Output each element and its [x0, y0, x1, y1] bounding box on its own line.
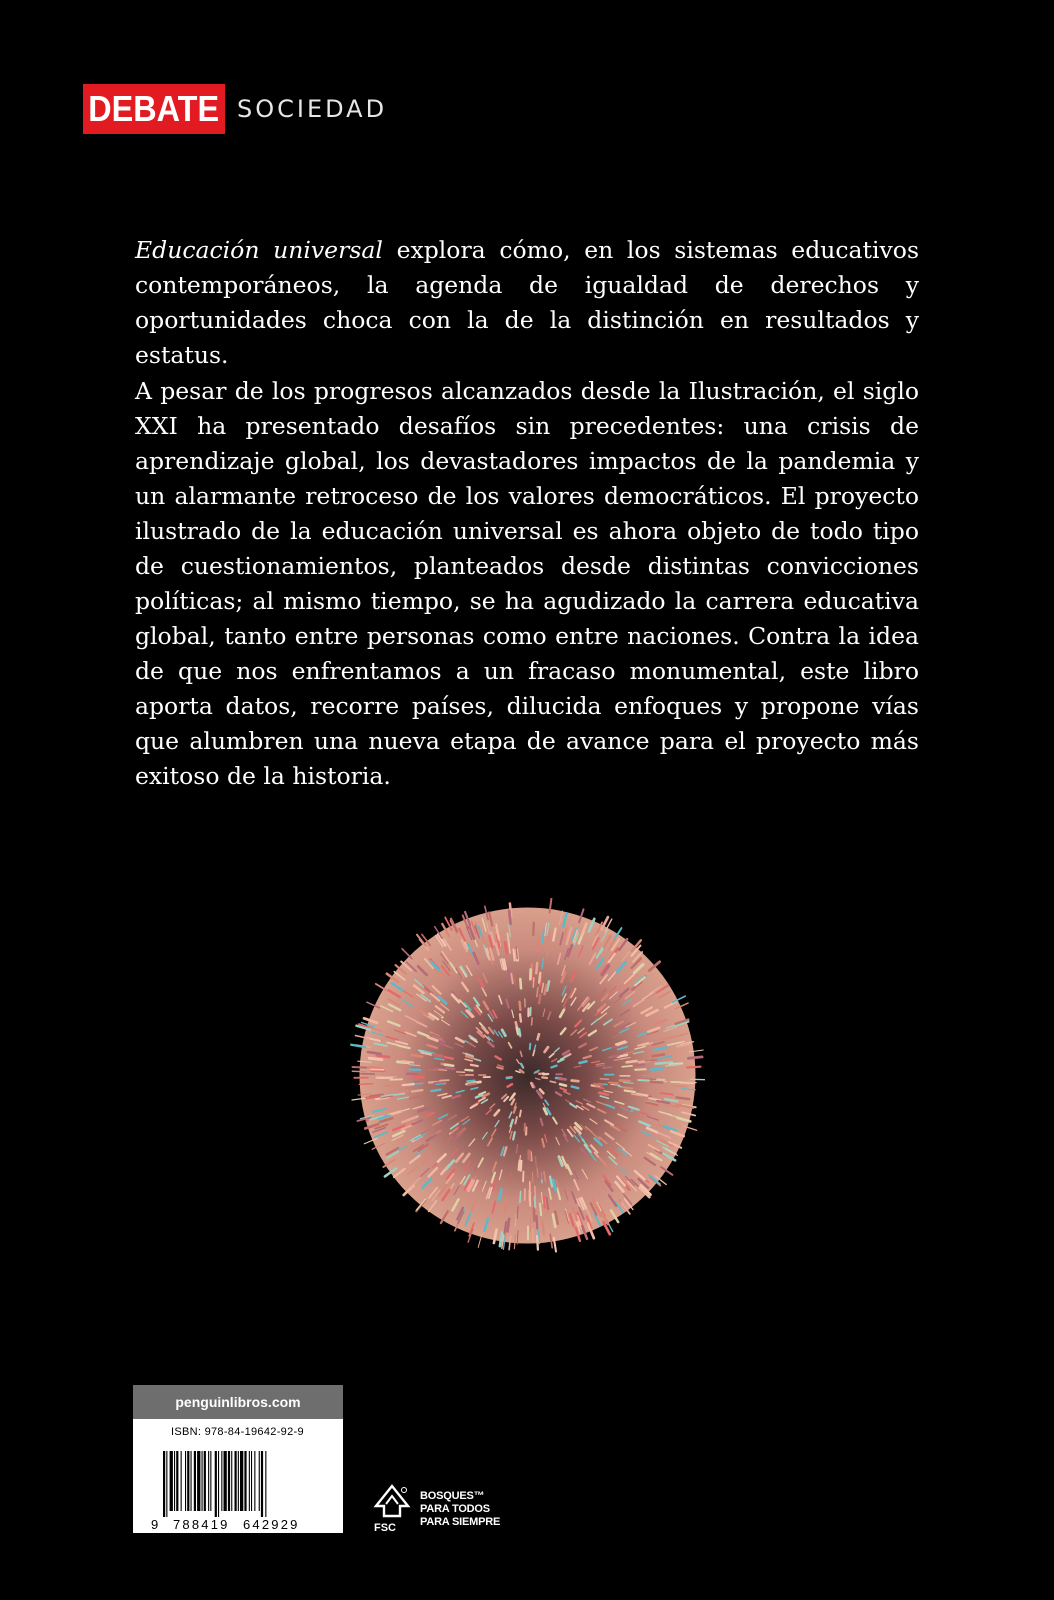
pencil-spike: [625, 1091, 635, 1093]
barcode-bar: [218, 1451, 219, 1517]
barcode-bar: [194, 1451, 196, 1511]
pencil-spike: [507, 1219, 509, 1232]
pencil-spike: [609, 1082, 618, 1083]
pencil-spike: [397, 1091, 408, 1093]
barcode-bar: [204, 1451, 206, 1511]
barcode-bar: [265, 1451, 266, 1517]
barcode-bar: [163, 1451, 165, 1517]
barcode-bar: [176, 1451, 178, 1511]
pencil-spike: [539, 1230, 540, 1243]
barcode-bar: [215, 1451, 217, 1517]
pencil-spike: [434, 1068, 443, 1069]
pencil-spike: [359, 1084, 372, 1085]
pencil-spike: [440, 1080, 449, 1081]
pencil-spike: [369, 1067, 382, 1068]
barcode-bar: [202, 1451, 203, 1511]
pencil-spike: [446, 1068, 454, 1069]
pencil-spike: [539, 973, 540, 983]
pencil-spike: [469, 1084, 476, 1085]
barcode-digits-right: 642929: [243, 1517, 300, 1532]
pencil-spike: [465, 1070, 472, 1071]
pencil-spike: [670, 1063, 683, 1064]
pencil-spike: [514, 950, 515, 961]
pencil-spike: [572, 1081, 579, 1082]
pencil-spike: [415, 1081, 425, 1082]
pencil-spike: [635, 1069, 646, 1070]
blurb-paragraph-1: [135, 233, 919, 373]
pencil-spike: [542, 1077, 547, 1078]
fsc-slogan: [420, 1490, 500, 1529]
barcode-bar: [166, 1451, 167, 1517]
barcode-bar: [238, 1451, 239, 1511]
pencil-spike: [412, 1090, 422, 1092]
pencil-spike: [467, 1081, 474, 1082]
publisher-website: penguinlibros.com: [133, 1385, 343, 1419]
barcode-bar: [181, 1451, 182, 1511]
pencil-spike: [620, 1080, 630, 1081]
pencil-spike: [534, 1209, 535, 1221]
fsc-mark: [370, 1482, 530, 1534]
pencil-spike: [520, 979, 521, 988]
pencil-sphere-illustration: [350, 898, 705, 1253]
pencil-spike: [520, 1002, 521, 1010]
barcode-bar: [231, 1451, 232, 1511]
pencil-spike: [519, 1160, 520, 1169]
blurb-paragraph-1-text: explora cómo, en los sistemas educativos contemporáneos, la agenda de igualdad de derechos y oportunidades choca con la de la distinción en resultados y estatus.: [135, 236, 919, 369]
barcode-bar: [254, 1451, 255, 1511]
pencil-spike: [651, 1082, 663, 1083]
pencil-spike: [688, 1057, 702, 1058]
barcode-bar: [208, 1451, 209, 1511]
collection-name: SOCIEDAD: [237, 95, 388, 123]
pencil-spike: [536, 963, 537, 973]
pencil-spike: [543, 1222, 544, 1235]
barcode-bar: [244, 1451, 246, 1511]
pencil-spike: [623, 1087, 633, 1088]
book-title-inline: Educación universal: [135, 236, 383, 264]
pencil-spike: [539, 995, 540, 1003]
barcode-bar: [174, 1451, 175, 1511]
pencil-spike: [656, 1063, 668, 1064]
pencil-spike: [520, 1111, 521, 1117]
barcode-bar: [251, 1451, 252, 1511]
barcode-bar: [187, 1451, 189, 1511]
pencil-spike: [666, 1065, 678, 1066]
barcode-bar: [240, 1451, 243, 1511]
pencil-spike: [509, 911, 510, 924]
sphere-graphic: [350, 898, 705, 1253]
pencil-spike: [403, 1084, 414, 1085]
barcode-bar: [185, 1451, 186, 1511]
barcode-digits-left: 788419: [173, 1517, 230, 1532]
pencil-spike: [505, 942, 507, 953]
barcode-bar: [228, 1451, 230, 1511]
pencil-spike: [369, 1058, 382, 1059]
isbn-label: ISBN: 978-84-19642-92-9: [171, 1426, 304, 1438]
pencil-spike: [520, 1014, 521, 1021]
pencil-spike: [497, 1067, 502, 1069]
fsc-slogan-line-2: PARA TODOS: [420, 1503, 490, 1515]
barcode-bar: [221, 1451, 222, 1511]
fsc-slogan-line-1: BOSQUES™: [420, 1490, 485, 1502]
pencil-spike: [538, 940, 539, 952]
pencil-spike: [532, 1172, 533, 1182]
pencil-spike: [687, 1067, 701, 1068]
barcode-bar: [259, 1451, 260, 1511]
pencil-spike: [537, 1216, 538, 1229]
barcode-bar: [224, 1451, 227, 1511]
barcode-bar: [261, 1451, 263, 1517]
pencil-spike: [580, 1061, 587, 1063]
publisher-logo: [83, 84, 387, 134]
pencil-spike: [353, 1067, 367, 1068]
barcode-bar: [210, 1451, 211, 1511]
debate-logo-box: [83, 84, 225, 134]
pencil-spike: [540, 1204, 541, 1216]
pencil-spike: [393, 1083, 405, 1084]
pencil-spike: [417, 935, 426, 946]
pencil-spike: [530, 1044, 531, 1050]
pencil-spike: [402, 1061, 413, 1062]
pencil-spike: [520, 1191, 521, 1202]
pencil-spike: [533, 1195, 534, 1206]
pencil-spike: [471, 1065, 478, 1066]
pencil-spike: [428, 1069, 437, 1070]
pencil-spike: [402, 949, 412, 959]
pencil-spike: [445, 1065, 454, 1066]
pencil-spike: [537, 988, 538, 997]
barcode-digit-first: 9: [151, 1517, 159, 1532]
pencil-spike: [537, 1236, 538, 1250]
pencil-spike: [507, 1078, 512, 1079]
pencil-spike: [572, 1087, 579, 1089]
barcode-bar: [170, 1451, 173, 1511]
barcode-bar: [235, 1451, 237, 1511]
pencil-spike: [624, 1083, 634, 1084]
pencil-spike: [517, 1207, 518, 1219]
pencil-spike: [438, 1070, 447, 1071]
pencil-spike: [533, 978, 534, 987]
pencil-spike: [535, 1157, 536, 1166]
pencil-spike: [431, 1090, 440, 1092]
pencil-spike: [532, 1018, 533, 1025]
fsc-tree-icon: [370, 1482, 416, 1526]
pencil-spike: [683, 1082, 696, 1083]
pencil-spike: [622, 1066, 632, 1067]
pencil-spike: [634, 1065, 644, 1066]
pencil-spike: [595, 1084, 603, 1085]
pencil-spike: [516, 948, 517, 959]
pencil-spike: [513, 1132, 515, 1139]
fsc-slogan-line-3: PARA SIEMPRE: [420, 1516, 501, 1528]
pencil-spike: [533, 1229, 534, 1242]
pencil-spike: [560, 1084, 566, 1086]
pencil-spike: [651, 1069, 663, 1070]
pencil-spike: [535, 1197, 536, 1208]
barcode-bar: [197, 1451, 200, 1511]
pencil-spike: [410, 1069, 421, 1070]
brand-name: DEBATE: [88, 88, 220, 129]
pencil-spike: [533, 923, 534, 936]
barcode-panel: [133, 1385, 343, 1533]
pencil-spike: [435, 1082, 444, 1083]
barcode-bar: [191, 1451, 192, 1511]
barcode-graphic: [133, 1449, 343, 1533]
pencil-spike: [386, 1085, 398, 1086]
pencil-spike: [377, 1055, 389, 1057]
pencil-spike: [519, 1029, 520, 1035]
barcode-bar: [249, 1451, 250, 1511]
pencil-spike: [535, 1186, 536, 1197]
fsc-label: FSC: [374, 1522, 396, 1534]
pencil-spike: [521, 1161, 522, 1170]
pencil-spike: [603, 1067, 612, 1068]
pencil-spike: [560, 1079, 566, 1080]
blurb-paragraph-2: A pesar de los progresos alcanzados desde la Ilustración, el siglo XXI ha presentado desafíos sin precedentes: una crisis de aprendizaje global, los devastadores impactos de la pandemia y un alarmante retroceso de los valores democráticos. El proyecto ilustrado de la educación universal es ahora objeto de todo tipo de cuestionamientos, planteados desde distintas convicciones políticas; al mismo tiempo, se ha agudizado la carrera educativa global, tanto entre personas como entre naciones. Contra la idea de que nos enfrentamos a un fracaso monumental, este libro aporta datos, recorre países, dilucida enfoques y propone vías que alumbren una nueva etapa de avance para el proyecto más exitoso de la historia.: [135, 377, 919, 790]
pencil-spike: [627, 1061, 637, 1062]
